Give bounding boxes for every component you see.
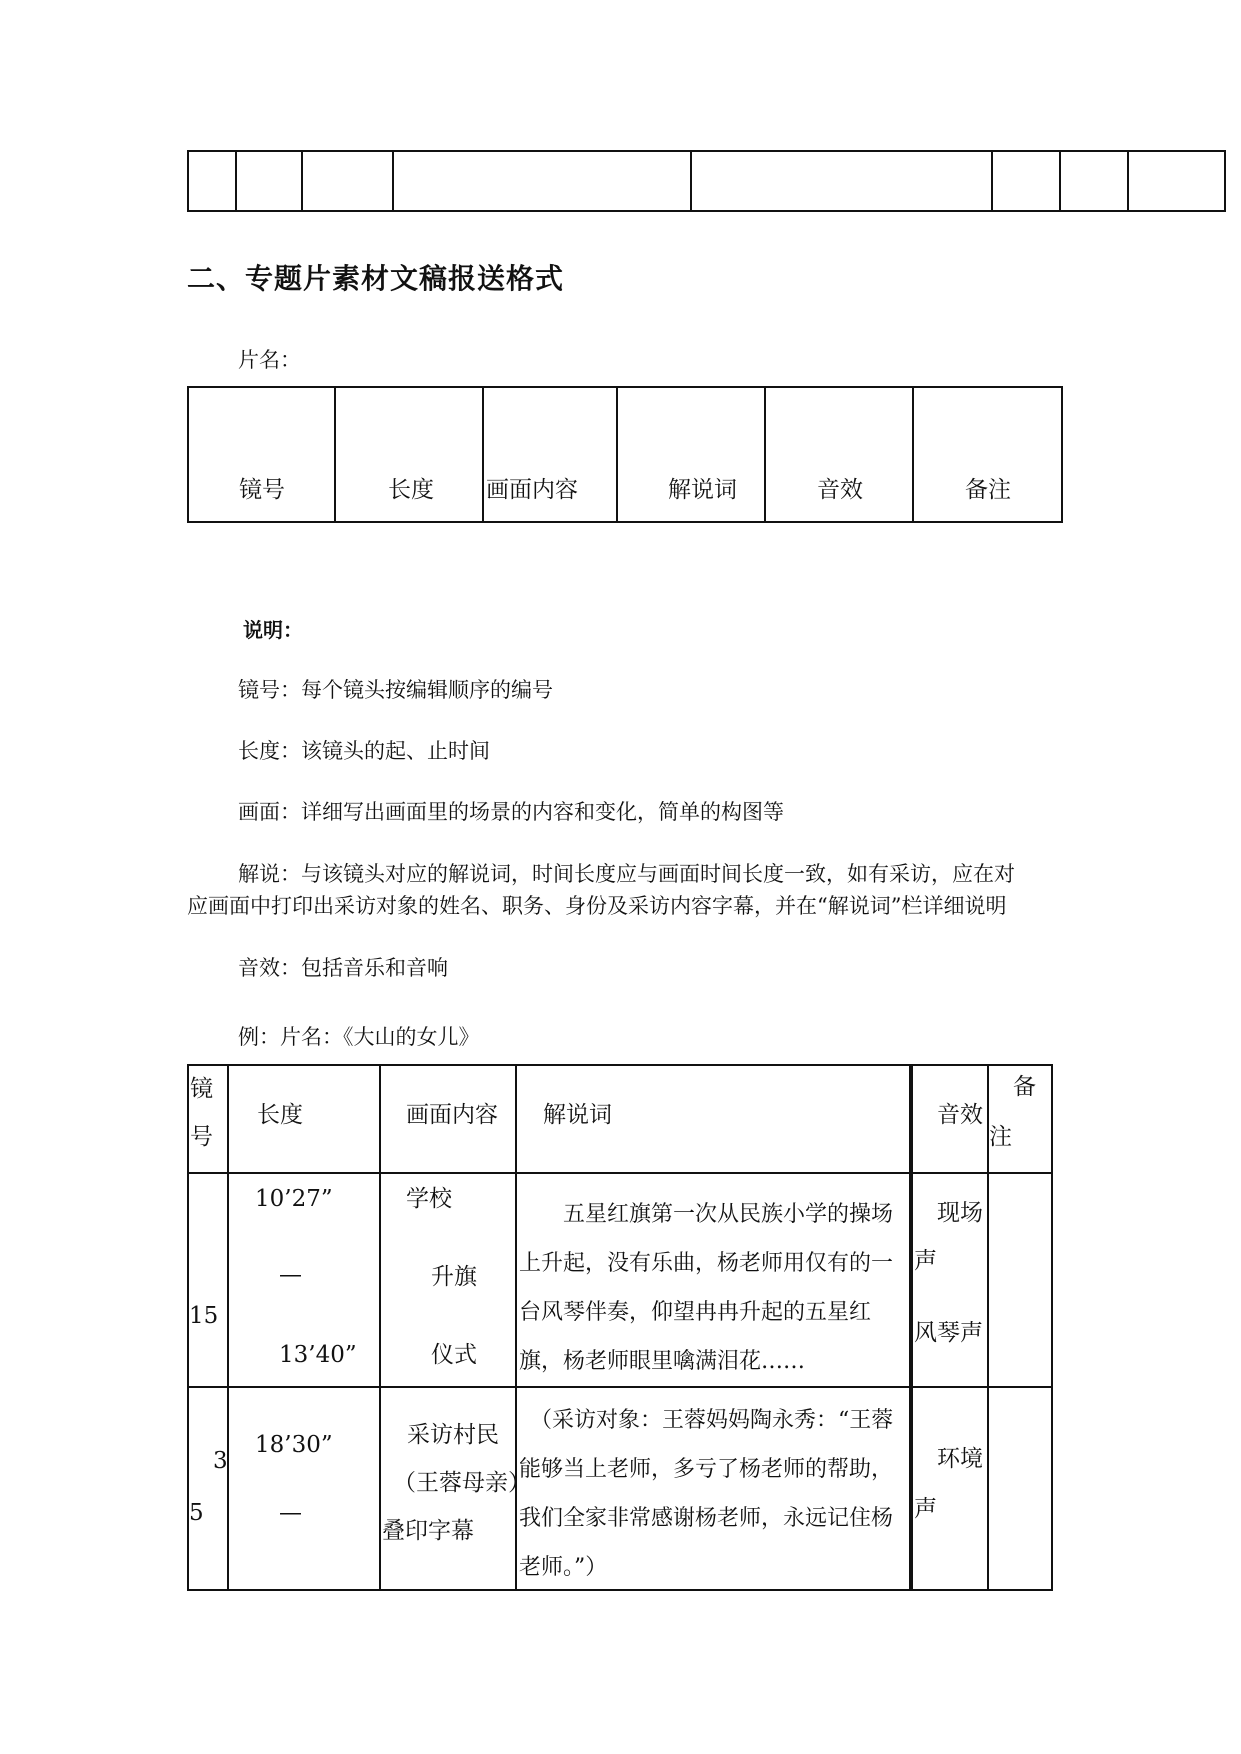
header-sound: 音效 — [937, 1102, 983, 1128]
header-narration: 解说词 — [668, 477, 737, 503]
picture-line: 升旗 — [431, 1264, 477, 1290]
top-table-cell — [1060, 151, 1128, 211]
example-row — [188, 1387, 1052, 1590]
sound-line: 风琴声 — [914, 1320, 983, 1346]
example-header-cell — [228, 1065, 380, 1173]
remark-cell — [988, 1173, 1052, 1387]
sound-line: 现场 — [937, 1200, 983, 1226]
header-length: 长度 — [388, 477, 434, 503]
sound-line: 声 — [914, 1248, 937, 1274]
format-header-cell — [617, 387, 765, 522]
sound-line: 环境 — [937, 1446, 983, 1472]
format-table — [187, 386, 1063, 523]
picture-content-cell — [380, 1387, 531, 1590]
header-shot-char2: 号 — [190, 1124, 213, 1150]
length-start: 10’27” — [255, 1186, 333, 1212]
format-header-cell — [765, 387, 913, 522]
top-table-cell — [691, 151, 992, 211]
header-remark-char2: 注 — [989, 1124, 1012, 1150]
example-header-cell — [188, 1065, 228, 1173]
narration-cell — [516, 1173, 911, 1387]
example-film-name: 例：片名：《大山的女儿》 — [238, 1025, 480, 1049]
length-dash: — — [279, 1262, 302, 1288]
format-header-cell — [335, 387, 483, 522]
header-remark-char1: 备 — [1013, 1074, 1036, 1100]
section-heading: 二、专题片素材文稿报送格式 — [187, 262, 565, 295]
top-table-cell — [302, 151, 393, 211]
top-table-cell — [393, 151, 691, 211]
sound-cell — [911, 1387, 988, 1590]
top-table-cell — [188, 151, 236, 211]
example-header-cell — [380, 1065, 516, 1173]
example-header-cell — [988, 1065, 1052, 1173]
header-sound: 音效 — [817, 477, 863, 503]
format-header-cell — [913, 387, 1062, 522]
picture-line: （王蓉母亲） — [393, 1470, 531, 1496]
header-picture-content: 画面内容 — [406, 1102, 498, 1128]
header-remark: 备注 — [965, 477, 1011, 503]
sound-cell — [911, 1173, 988, 1387]
film-name-label: 片名： — [238, 348, 301, 372]
top-table-cell — [1128, 151, 1225, 211]
example-header-cell — [911, 1065, 988, 1173]
shot-number: 15 — [189, 1303, 219, 1329]
length-dash: — — [279, 1500, 302, 1526]
narration-cell — [516, 1387, 911, 1590]
picture-line: 仪式 — [431, 1342, 477, 1368]
length-cell — [228, 1173, 380, 1387]
note-narration-line2: 应画面中打印出采访对象的姓名、职务、身份及采访内容字幕，并在“解说词”栏详细说明 — [187, 894, 1007, 918]
note-sound: 音效：包括音乐和音响 — [238, 956, 448, 980]
example-header-cell — [516, 1065, 911, 1173]
header-narration: 解说词 — [543, 1102, 612, 1128]
note-narration-line1: 解说：与该镜头对应的解说词，时间长度应与画面时间长度一致，如有采访，应在对 — [238, 862, 1015, 886]
shot-number-part: 5 — [189, 1500, 204, 1526]
picture-line: 学校 — [406, 1186, 452, 1212]
shot-number-cell — [188, 1173, 228, 1387]
narration-text: （采访对象：王蓉妈妈陶永秀：“王蓉能够当上老师，多亏了杨老师的帮助，我们全家非常感谢杨老师，永远记住杨老师。”） — [519, 1408, 894, 1580]
note-picture: 画面：详细写出画面里的场景的内容和变化，简单的构图等 — [238, 800, 784, 824]
notes-title: 说明： — [243, 618, 303, 642]
top-table-cell — [992, 151, 1060, 211]
note-length: 长度：该镜头的起、止时间 — [238, 739, 490, 763]
remark-cell — [988, 1387, 1052, 1590]
top-blank-table — [187, 150, 1226, 212]
header-shot-char1: 镜 — [190, 1076, 213, 1102]
shot-number-part: 3 — [213, 1448, 228, 1474]
example-row — [188, 1173, 1052, 1387]
note-shot-number: 镜号：每个镜头按编辑顺序的编号 — [238, 678, 553, 702]
example-table — [187, 1064, 1053, 1591]
header-length: 长度 — [257, 1102, 303, 1128]
sound-line: 声 — [914, 1496, 937, 1522]
length-end: 13’40” — [279, 1342, 357, 1368]
length-cell — [228, 1387, 380, 1590]
picture-content-cell — [380, 1173, 516, 1387]
top-table-cell — [236, 151, 302, 211]
format-header-cell — [188, 387, 335, 522]
shot-number-cell — [188, 1387, 228, 1590]
header-shot-number: 镜号 — [239, 477, 285, 503]
narration-text: 五星红旗第一次从民族小学的操场上升起，没有乐曲，杨老师用仅有的一台风琴伴奏，仰望冉冉升起的五星红旗，杨老师眼里噙满泪花…… — [519, 1202, 894, 1374]
example-header-row — [188, 1065, 1052, 1173]
header-picture-content: 画面内容 — [486, 477, 578, 503]
length-start: 18’30” — [255, 1432, 333, 1458]
picture-line: 采访村民 — [407, 1422, 499, 1448]
picture-line: 叠印字幕 — [382, 1518, 474, 1544]
format-header-cell — [483, 387, 617, 522]
